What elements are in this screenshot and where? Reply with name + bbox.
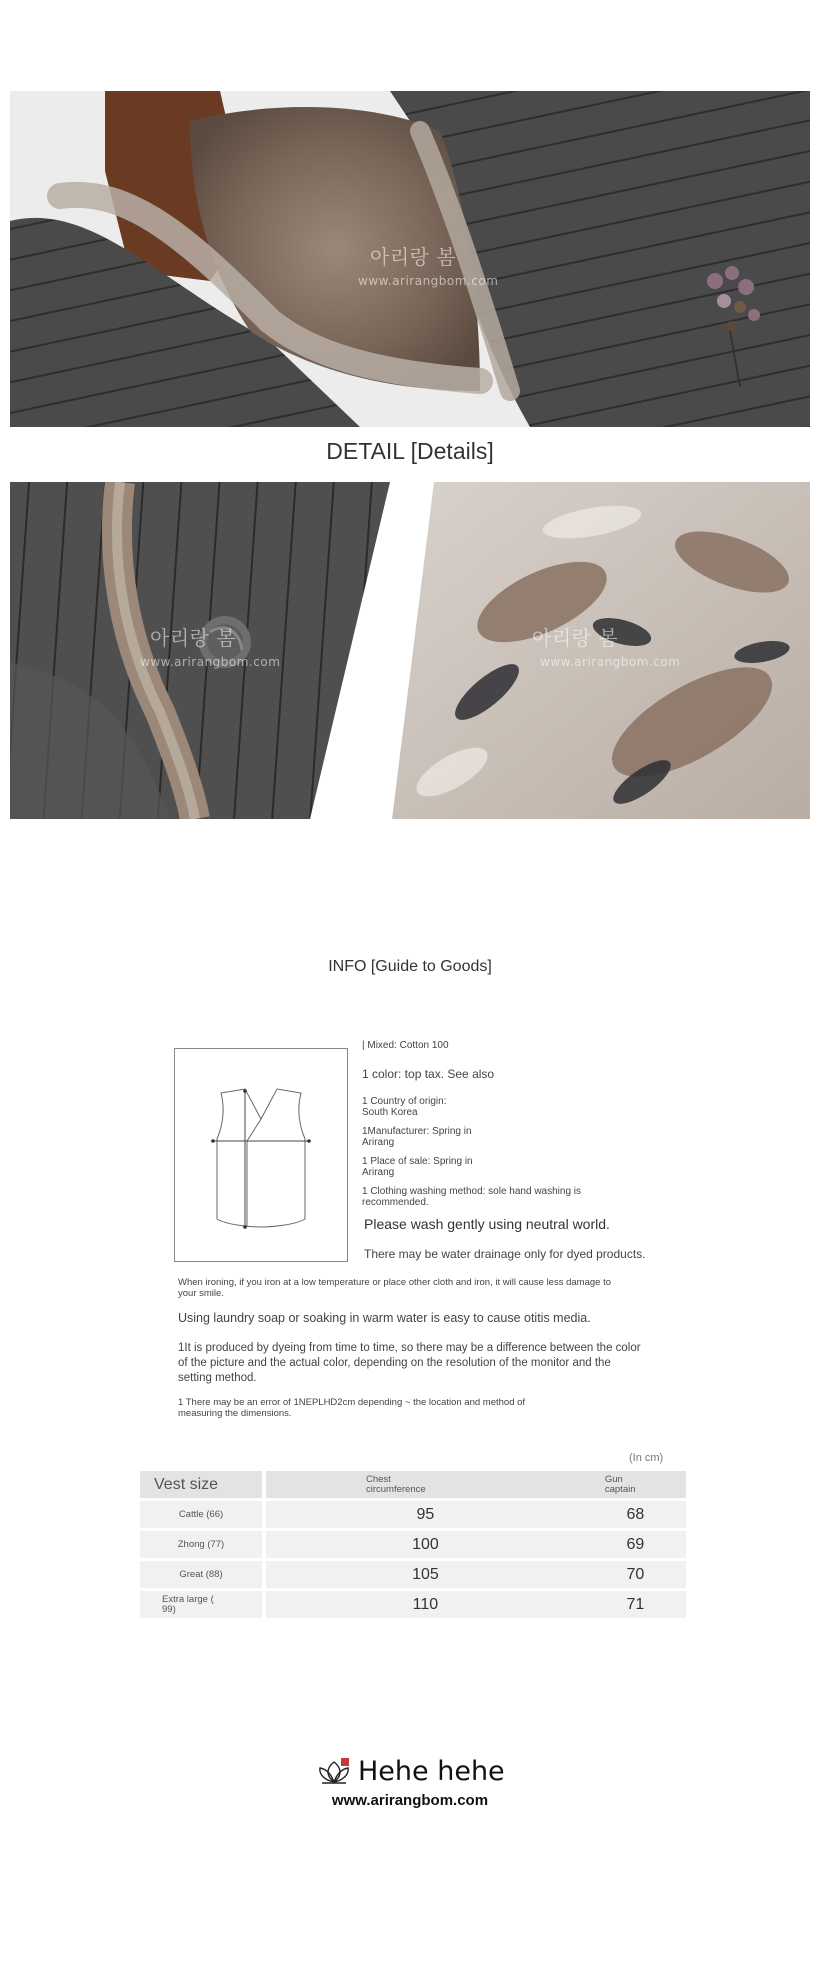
spec-manufacturer: 1Manufacturer: Spring in Arirang (362, 1126, 472, 1148)
brand-url: www.arirangbom.com (331, 1792, 489, 1809)
table-row (140, 1501, 686, 1528)
table-row (140, 1561, 686, 1588)
vest-diagram (174, 1048, 348, 1262)
watermark-brand-2: 아리랑 봄 (150, 626, 237, 650)
header-length (585, 1471, 686, 1498)
row-size-label: Zhong (77) (140, 1531, 262, 1558)
spec-origin: 1 Country of origin: South Korea (362, 1096, 447, 1118)
watermark-url-2: www.arirangbom.com (140, 655, 281, 669)
vest-outline-icon (175, 1049, 347, 1261)
size-table (140, 1468, 686, 1621)
spec-drainage: There may be water drainage only for dyed products. (364, 1247, 646, 1261)
row-chest-value: 100 (266, 1531, 585, 1558)
table-row (140, 1531, 686, 1558)
detail-section-title: DETAIL [Details] (326, 438, 494, 464)
header-chest (266, 1471, 585, 1498)
header-chest-label: Chest circumference (366, 1473, 426, 1495)
brand-logo (316, 1754, 505, 1788)
brand-name: Hehe hehe (358, 1755, 505, 1787)
row-length-value: 71 (585, 1591, 686, 1618)
lotus-icon (316, 1756, 352, 1786)
row-size-label: Cattle (66) (140, 1501, 262, 1528)
row-chest-value: 110 (266, 1591, 585, 1618)
watermark-brand: 아리랑 봄 (370, 245, 457, 269)
spec-color: 1 color: top tax. See also (362, 1067, 495, 1081)
row-chest-value: 95 (266, 1501, 585, 1528)
watermark-url: www.arirangbom.com (358, 274, 499, 288)
spec-place-of-sale: 1 Place of sale: Spring in Arirang (362, 1156, 473, 1178)
note-error: 1 There may be an error of 1NEPLHD2cm depending ~ the location and method of measuring the dimensions. (178, 1397, 526, 1419)
header-vest-size: Vest size (140, 1471, 262, 1498)
row-length-value: 69 (585, 1531, 686, 1558)
spec-wash-gently: Please wash gently using neutral world. (364, 1216, 610, 1232)
spec-washing: 1 Clothing washing method: sole hand washing is recommended. (362, 1186, 582, 1208)
product-photo-collar (10, 91, 810, 427)
size-unit-label: (In cm) (629, 1452, 664, 1464)
row-chest-value: 105 (266, 1561, 585, 1588)
header-length-label: Gun captain (604, 1473, 636, 1495)
note-laundry: Using laundry soap or soaking in warm water is easy to cause otitis media. (178, 1311, 591, 1325)
info-section-title: INFO [Guide to Goods] (328, 958, 492, 975)
size-table-header (140, 1471, 686, 1498)
row-length-value: 68 (585, 1501, 686, 1528)
watermark-url-3: www.arirangbom.com (540, 655, 681, 669)
row-size-label: Great (88) (140, 1561, 262, 1588)
row-length-value: 70 (585, 1561, 686, 1588)
note-dyeing: 1It is produced by dyeing from time to time, so there may be a difference between the color of the picture and the actual color, depending on the resolution of the monitor and the setting method. (178, 1342, 641, 1384)
watermark-brand-3: 아리랑 봄 (532, 626, 619, 650)
lotus-seal-icon (341, 1758, 349, 1766)
table-row (140, 1591, 686, 1618)
note-ironing: When ironing, if you iron at a low temperature or place other cloth and iron, it will cause less damage to your smile. (178, 1277, 612, 1299)
row-size-label: Extra large ( 99) (140, 1591, 262, 1618)
detail-photo-fur (392, 482, 810, 819)
detail-photo-button (10, 482, 426, 819)
spec-mixed: | Mixed: Cotton 100 (362, 1040, 449, 1051)
